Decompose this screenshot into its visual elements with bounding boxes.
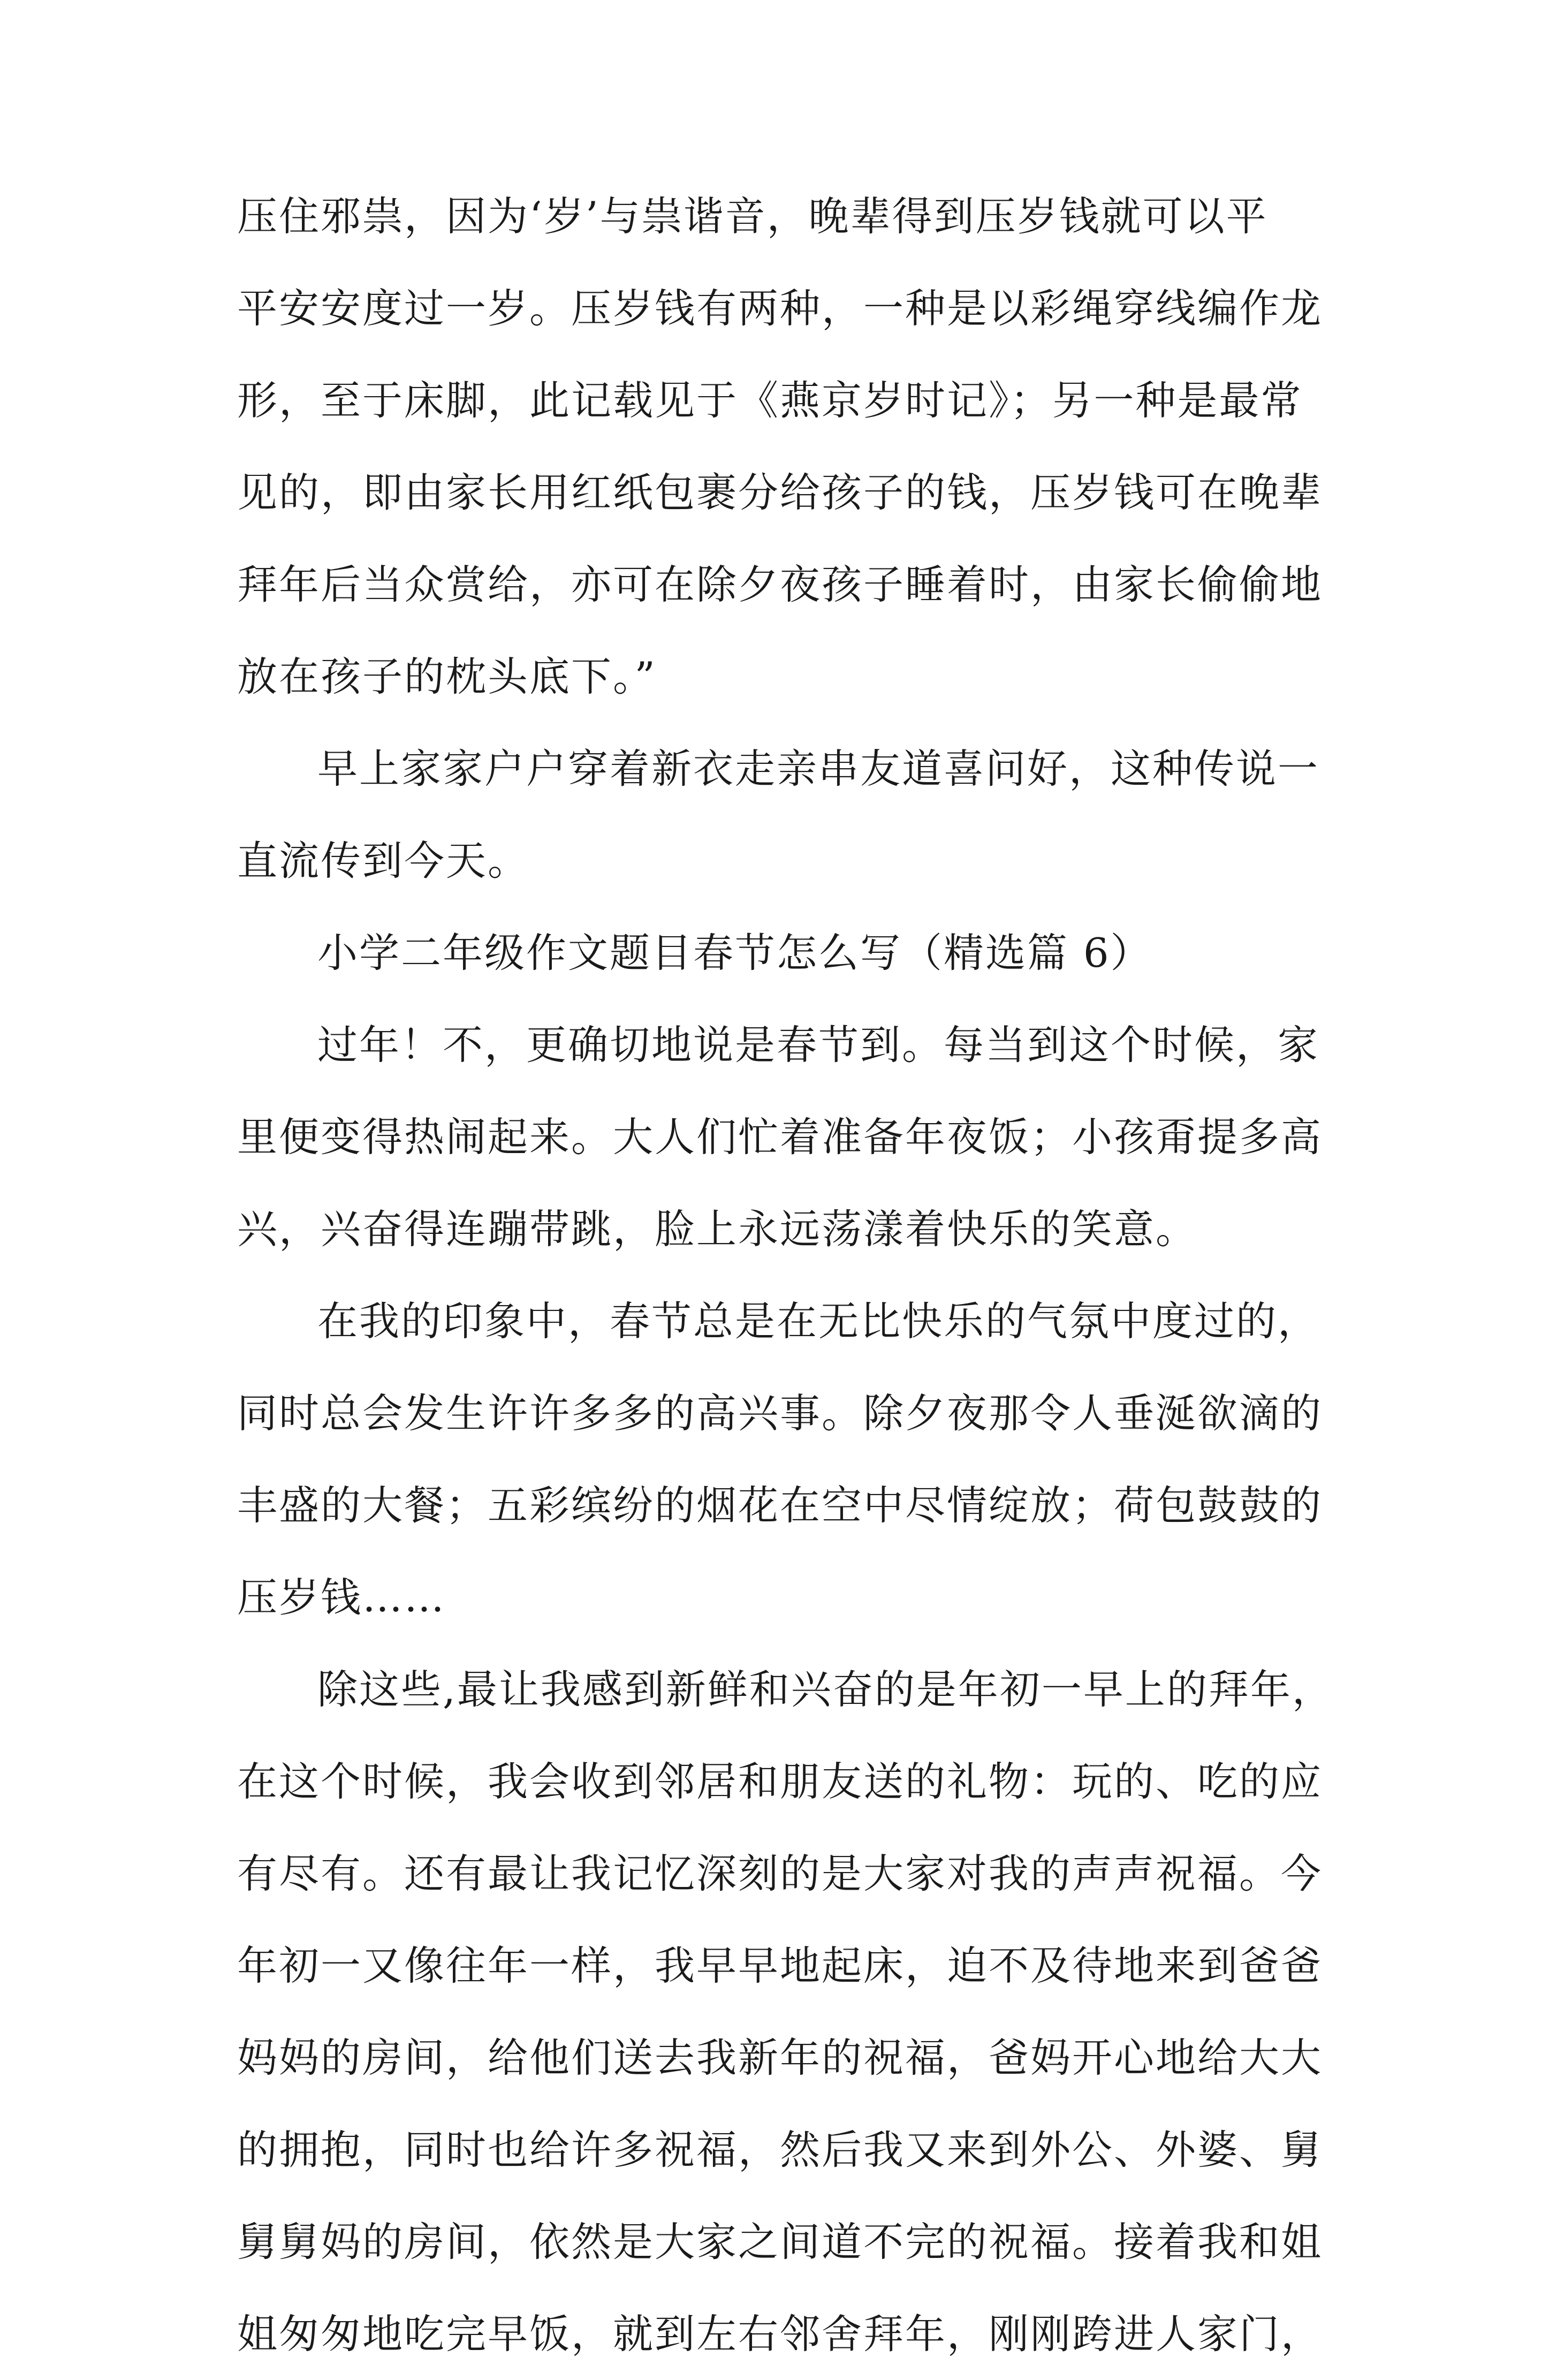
text-line: 年初一又像往年一样，我早早地起床，迫不及待地来到爸爸 [237,1942,1323,1989]
text-line: 形，至于床脚，此记载见于《燕京岁时记》；另一种是最常 [237,377,1303,424]
text-line: 拜年后当众赏给，亦可在除夕夜孩子睡着时，由家长偷偷地 [237,561,1323,608]
text-line: 妈妈的房间，给他们送去我新年的祝福，爸妈开心地给大大 [237,2034,1323,2081]
paragraph-first-line: 早上家家户户穿着新衣走亲串友道喜问好，这种传说一 [317,745,1320,792]
text-line: 丰盛的大餐；五彩缤纷的烟花在空中尽情绽放；荷包鼓鼓的 [237,1482,1323,1529]
text-line: 里便变得热闹起来。大人们忙着准备年夜饭；小孩甭提多高 [237,1113,1323,1161]
text-line: 在这个时候，我会收到邻居和朋友送的礼物：玩的、吃的应 [237,1758,1323,1805]
body-text [237,170,1334,2380]
text-line: 直流传到今天。 [237,837,530,884]
text-line: 姐匆匆地吃完早饭，就到左右邻舍拜年，刚刚跨进人家门， [237,2310,1323,2358]
paragraph-first-line: 除这些,最让我感到新鲜和兴奋的是年初一早上的拜年， [317,1666,1334,1713]
section-heading: 小学二年级作文题目春节怎么写（精选篇 6） [317,929,1152,976]
text-line: 兴，兴奋得连蹦带跳，脸上永远荡漾着快乐的笑意。 [237,1206,1198,1253]
text-line: 压岁钱…… [237,1574,446,1621]
text-line: 放在孩子的枕头底下。” [237,653,657,700]
text-line: 有尽有。还有最让我记忆深刻的是大家对我的声声祝福。今 [237,1850,1323,1897]
paragraph-first-line: 过年！不，更确切地说是春节到。每当到这个时候，家 [317,1021,1320,1068]
text-line: 见的，即由家长用红纸包裹分给孩子的钱，压岁钱可在晚辈 [237,469,1323,516]
text-line: 压住邪祟，因为‘岁’与祟谐音，晚辈得到压岁钱就可以平 [237,193,1268,240]
text-line: 舅舅妈的房间，依然是大家之间道不完的祝福。接着我和姐 [237,2218,1323,2265]
text-line: 的拥抱，同时也给许多祝福，然后我又来到外公、外婆、舅 [237,2126,1323,2173]
text-line: 平安安度过一岁。压岁钱有两种，一种是以彩绳穿线编作龙 [237,285,1323,332]
paragraph-first-line: 在我的印象中，春节总是在无比快乐的气氛中度过的， [317,1298,1320,1345]
text-line: 同时总会发生许许多多的高兴事。除夕夜那令人垂涎欲滴的 [237,1390,1323,1437]
